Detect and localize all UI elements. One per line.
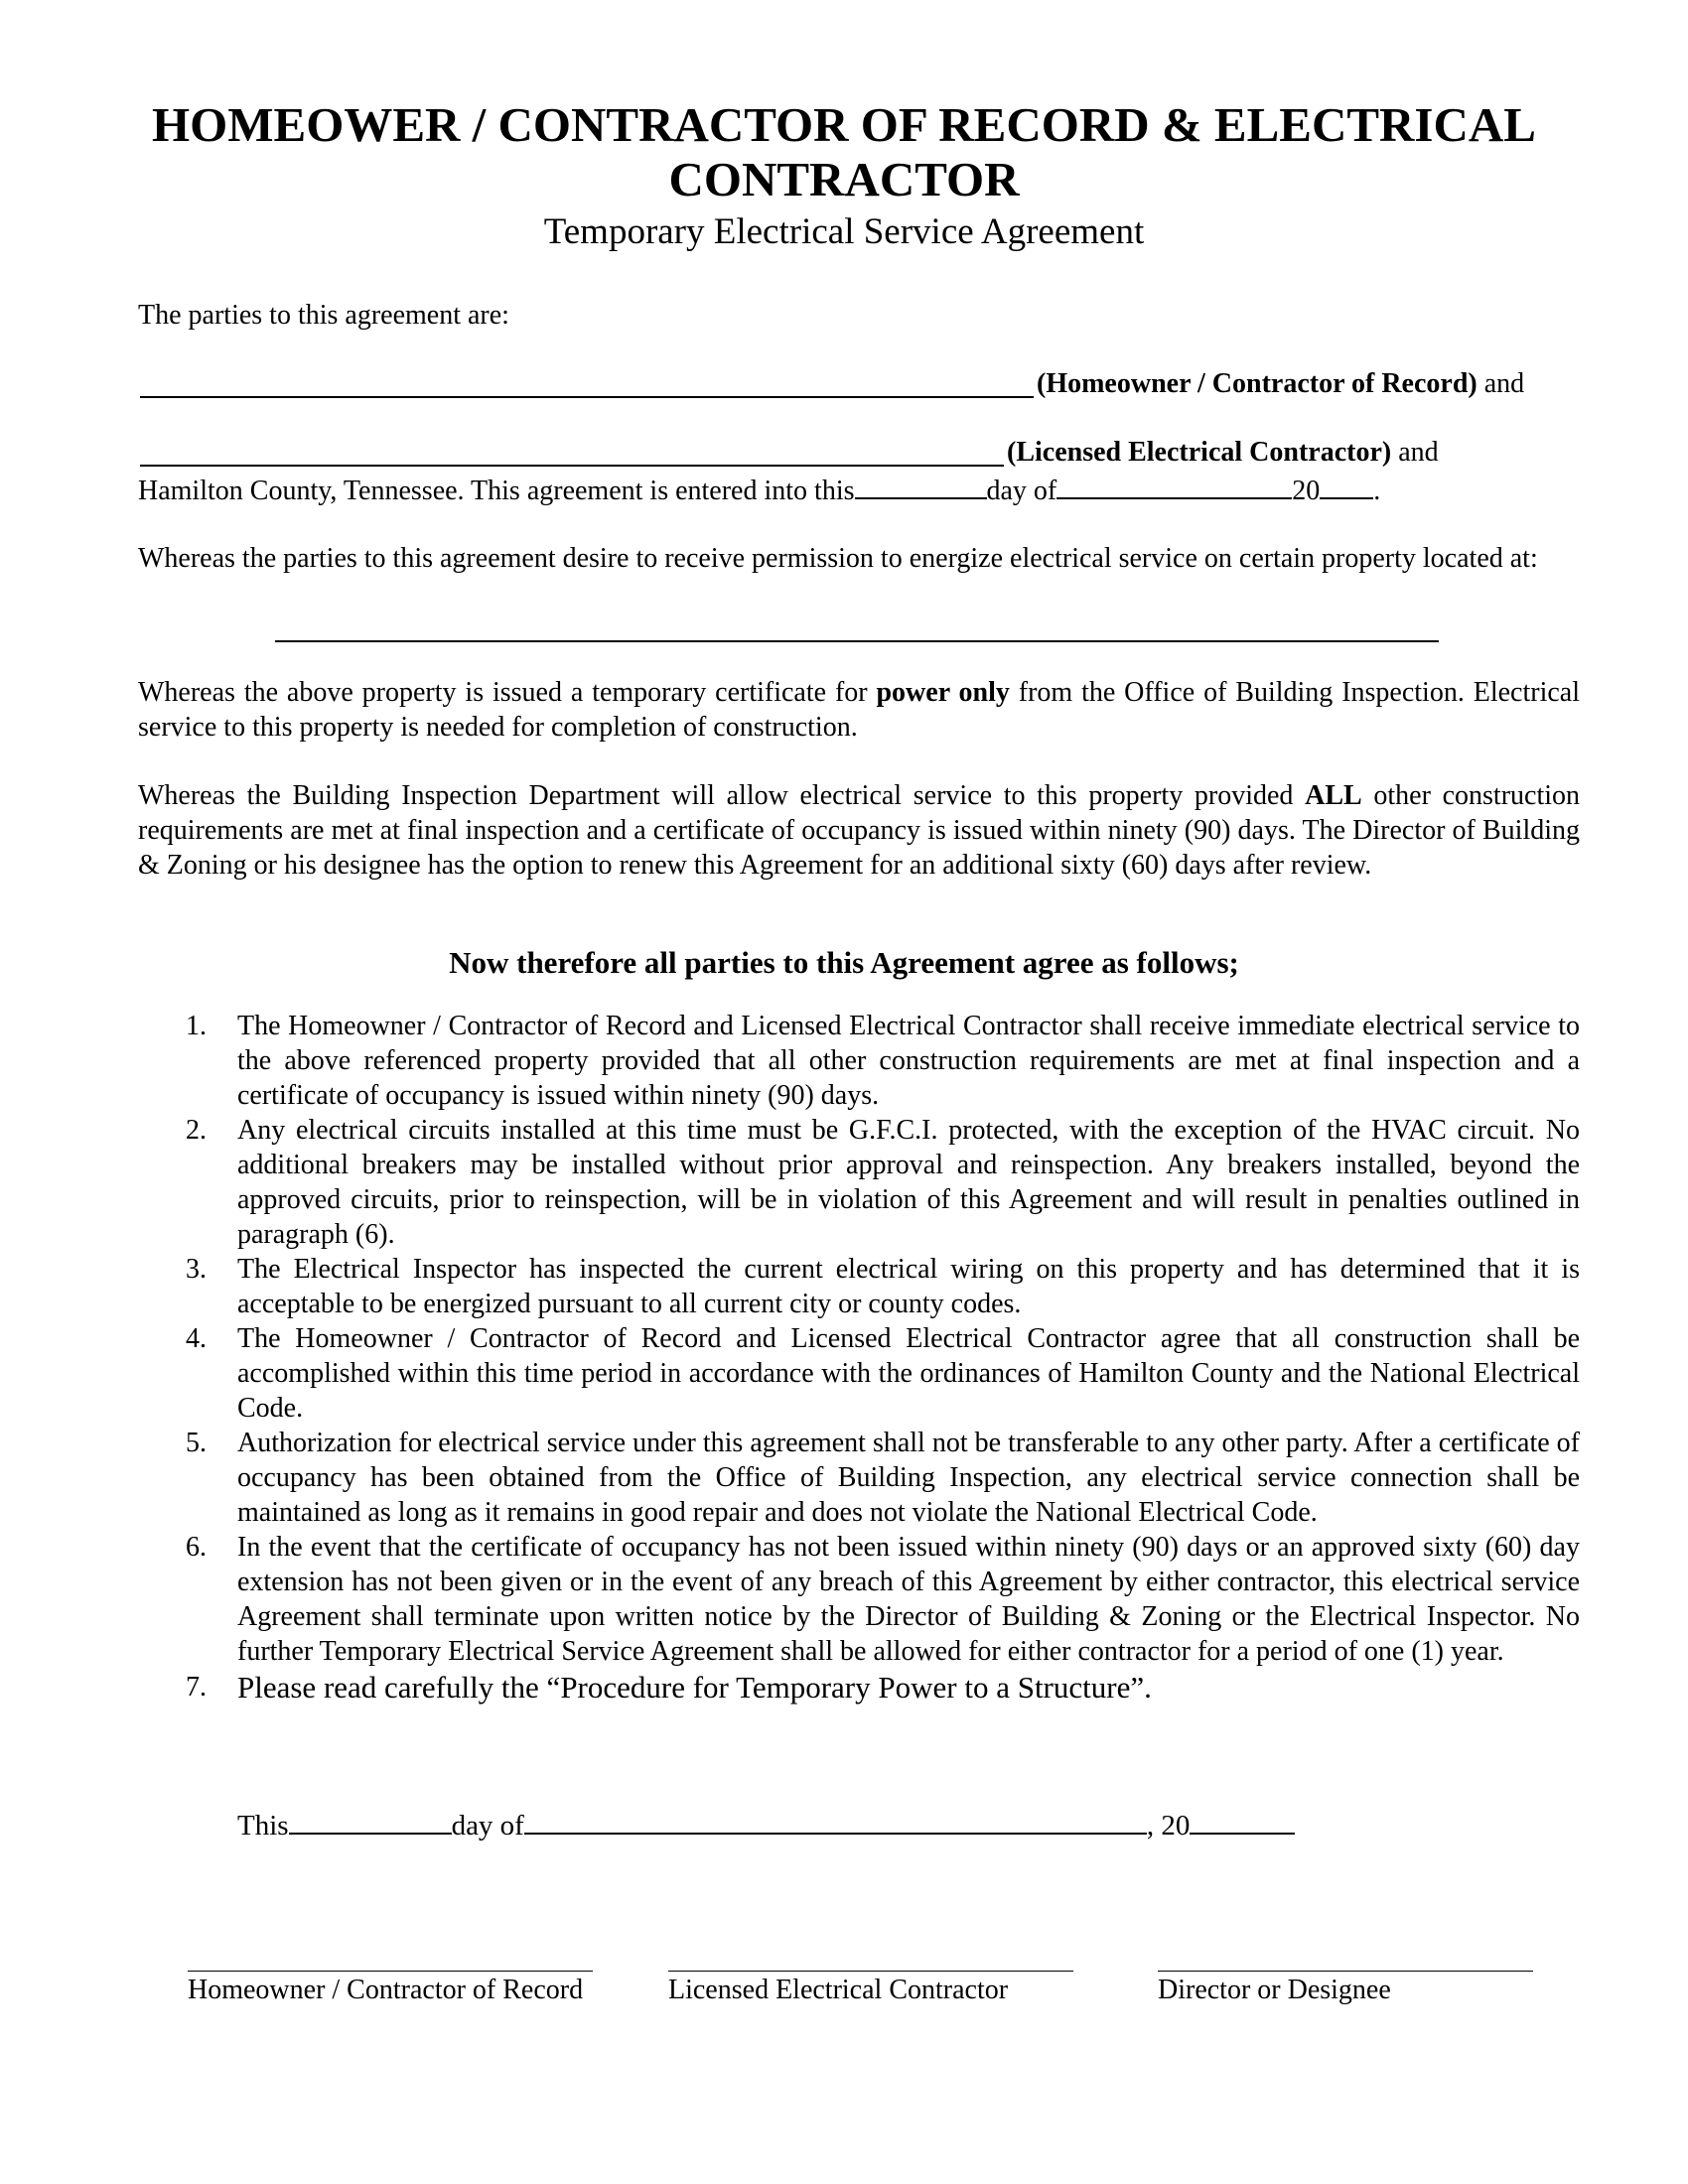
whereas-3-bold: ALL — [1305, 780, 1362, 811]
item-text: Please read carefully the “Procedure for Temporary Power to a Structure”. — [237, 1670, 1152, 1705]
signing-day-field[interactable] — [289, 1805, 452, 1835]
county-line-prefix: Hamilton County, Tennessee. This agreement is entered into this — [138, 476, 855, 506]
party2-row — [1007, 435, 1439, 470]
whereas-paragraph-3 — [138, 778, 1580, 883]
item-text: Authorization for electrical service under this agreement shall not be transferable to any other party. After a certificate of occupancy has been obtained from the Office of Building Inspection, any electrical service connection shall be maintained as long as it remains in good repair and does not violate the National Electrical Code. — [237, 1428, 1580, 1528]
agreement-year-field[interactable] — [1320, 470, 1373, 499]
party1-suffix: and — [1483, 368, 1525, 399]
item-text: The Homeowner / Contractor of Record and Licensed Electrical Contractor agree that all construction shall be accomplished within this time period in accordance with the ordinances of Hamilton County and the National Electrical Code. — [237, 1323, 1580, 1424]
party2-suffix: and — [1398, 437, 1439, 468]
electrical-contractor-signature-field[interactable] — [668, 1971, 1073, 1972]
whereas-2-bold: power only — [876, 677, 1010, 708]
agreement-day-field[interactable] — [855, 470, 987, 499]
item-number: 1. — [186, 1011, 207, 1041]
whereas-3-text-b: other construction requirements are met at final inspection and a certificate of occupancy is issued within ninety (90) days. The Director of Building & Zoning or his designee has the option to renew this Agreement for an additional sixty (60) days after review. — [138, 780, 1581, 881]
director-signature-field[interactable] — [1158, 1971, 1533, 1972]
subtitle: Temporary Electrical Service Agreement — [543, 211, 1145, 252]
parties-intro: The parties to this agreement are: — [138, 300, 509, 331]
list-item — [138, 1252, 1580, 1321]
signing-month-field[interactable] — [524, 1805, 1147, 1835]
homeowner-signature-label: Homeowner / Contractor of Record — [188, 1975, 584, 2005]
item-number: 4. — [186, 1323, 207, 1354]
county-year-prefix: 20 — [1292, 476, 1321, 506]
list-item — [138, 1321, 1580, 1426]
party2-name-field[interactable] — [140, 465, 1004, 467]
date-this: This — [237, 1810, 289, 1842]
item-text: The Electrical Inspector has inspected the current electrical wiring on this property and has determined that it is acceptable to be energized pursuant to all current city or county codes. — [237, 1254, 1580, 1319]
whereas-paragraph-1: Whereas the parties to this agreement desire to receive permission to energize electrical service on certain property located at: — [138, 543, 1538, 574]
agreement-terms-list — [138, 1009, 1580, 1706]
list-item — [138, 1530, 1580, 1669]
date-day-of: day of — [451, 1810, 524, 1842]
electrical-signature-label: Licensed Electrical Contractor — [668, 1975, 1009, 2005]
party2-label: (Licensed Electrical Contractor) — [1007, 437, 1392, 468]
party1-name-field[interactable] — [140, 396, 1034, 398]
list-item — [138, 1669, 1580, 1706]
list-item — [138, 1113, 1580, 1252]
whereas-3-text-a: Whereas the Building Inspection Department will allow electrical service to this property provided — [138, 780, 1306, 811]
item-number: 7. — [186, 1672, 207, 1703]
signing-date-line — [237, 1805, 1295, 1843]
date-year-prefix: , 20 — [1146, 1810, 1191, 1842]
county-day-of: day of — [986, 476, 1057, 506]
homeowner-signature-field[interactable] — [188, 1971, 593, 1972]
party1-label: (Homeowner / Contractor of Record) — [1037, 368, 1477, 399]
item-number: 5. — [186, 1428, 207, 1458]
title-line-2: CONTRACTOR — [668, 152, 1020, 206]
county-line — [138, 470, 1380, 508]
item-number: 3. — [186, 1254, 207, 1285]
director-signature-label: Director or Designee — [1158, 1975, 1391, 2005]
whereas-2-text-a: Whereas the above property is issued a temporary certificate for — [138, 677, 877, 708]
whereas-2-text-b: from the Office of Building Inspection. Electrical service to this property is needed for completion of construction. — [138, 677, 1580, 743]
agreement-heading: Now therefore all parties to this Agreement agree as follows; — [449, 945, 1239, 980]
agreement-month-field[interactable] — [1056, 470, 1292, 499]
item-number: 6. — [186, 1532, 207, 1563]
whereas-paragraph-2 — [138, 675, 1580, 745]
title-line-1: HOMEOWER / CONTRACTOR OF RECORD & ELECTRICAL — [152, 97, 1536, 152]
item-text: In the event that the certificate of occupancy has not been issued within ninety (90) days or an approved sixty (60) day extension has not been given or in the event of any breach of this Agreement by either contractor, this electrical service Agreement shall terminate upon written notice by the Director of Building & Zoning or the Electrical Inspector. No further Temporary Electrical Service Agreement shall be allowed for either contractor for a period of one (1) year. — [237, 1532, 1580, 1667]
county-line-end: . — [1373, 476, 1381, 506]
party1-row — [1037, 366, 1524, 401]
property-address-field[interactable] — [275, 640, 1439, 642]
item-text: The Homeowner / Contractor of Record and Licensed Electrical Contractor shall receive immediate electrical service to the above referenced property provided that all other construction requirements are met at final inspection and a certificate of occupancy is issued within ninety (90) days. — [237, 1011, 1580, 1111]
item-text: Any electrical circuits installed at this time must be G.F.C.I. protected, with the exception of the HVAC circuit. No additional breakers may be installed without prior approval and reinspection. Any breakers installed, beyond the approved circuits, prior to reinspection, will be in violation of this Agreement and will result in penalties outlined in paragraph (6). — [237, 1115, 1580, 1250]
list-item — [138, 1009, 1580, 1113]
signing-year-field[interactable] — [1190, 1805, 1295, 1835]
list-item — [138, 1426, 1580, 1530]
item-number: 2. — [186, 1115, 207, 1146]
